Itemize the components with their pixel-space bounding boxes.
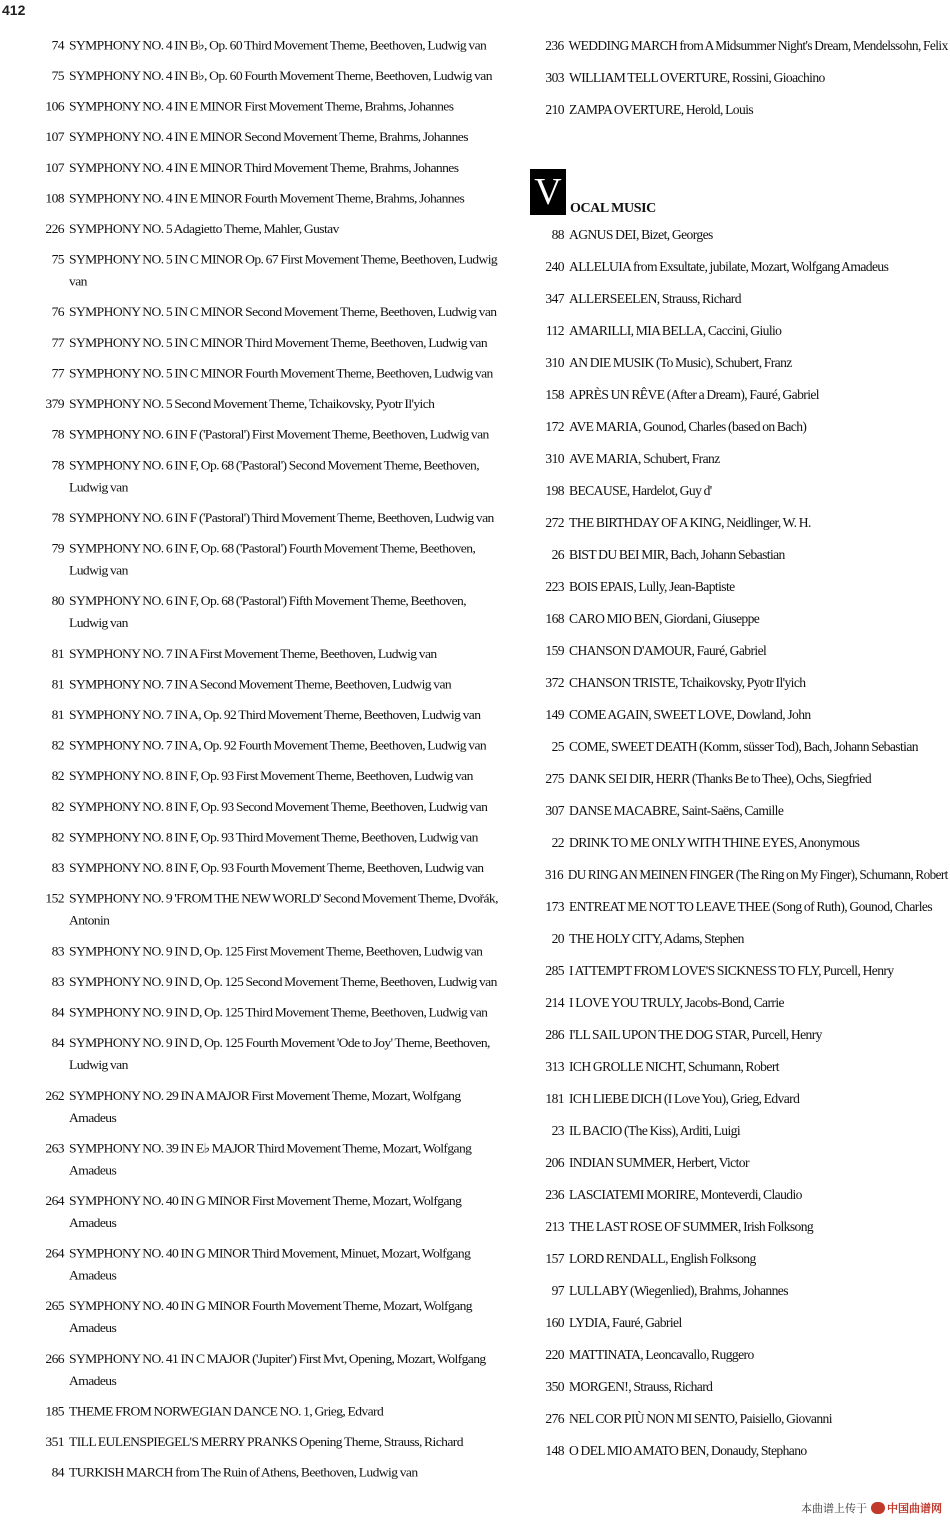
site-logo bbox=[871, 1500, 942, 1516]
index-entry bbox=[530, 607, 948, 630]
index-entry bbox=[30, 126, 500, 148]
index-entry bbox=[530, 287, 948, 310]
page-ref-number: 79 bbox=[51, 541, 64, 556]
entry-title: SYMPHONY NO. 9 IN D, Op. 125 Third Movement Theme, Beethoven, Ludwig van bbox=[69, 1005, 488, 1020]
page-ref-number: 26 bbox=[551, 547, 564, 562]
page-ref-number: 158 bbox=[545, 387, 564, 402]
index-entry bbox=[30, 1295, 500, 1339]
page-ref-number: 214 bbox=[545, 995, 564, 1010]
index-entry bbox=[30, 1032, 500, 1076]
index-entry bbox=[530, 1119, 948, 1142]
page-ref-number: 106 bbox=[45, 99, 64, 114]
entry-title: AMARILLI, MIA BELLA, Caccini, Giulio bbox=[569, 323, 782, 338]
vocal-music-heading bbox=[530, 165, 948, 215]
entry-title: WEDDING MARCH from A Midsummer Night's Dream, Mendelssohn, Felix bbox=[568, 38, 948, 53]
page-ref-number: 173 bbox=[545, 899, 564, 914]
page-ref-number: 83 bbox=[51, 860, 64, 875]
index-entry bbox=[30, 971, 500, 993]
page-ref-number: 78 bbox=[51, 510, 64, 525]
entry-title: DRINK TO ME ONLY WITH THINE EYES, Anonymous bbox=[569, 835, 860, 850]
page-ref-number: 264 bbox=[45, 1193, 64, 1208]
page-ref-number: 206 bbox=[545, 1155, 564, 1170]
index-entry bbox=[30, 940, 500, 962]
entry-title: AVE MARIA, Schubert, Franz bbox=[569, 451, 720, 466]
index-entry bbox=[530, 255, 948, 278]
entry-title: SYMPHONY NO. 39 IN E♭ MAJOR Third Movement Theme, Mozart, Wolfgang Amadeus bbox=[69, 1140, 472, 1178]
entry-title: SYMPHONY NO. 4 IN E MINOR Fourth Movement Theme, Brahms, Johannes bbox=[69, 190, 465, 206]
index-entry bbox=[530, 351, 948, 374]
page-ref-number: 262 bbox=[45, 1088, 64, 1103]
page-ref-number: 198 bbox=[545, 483, 564, 498]
entry-title: O DEL MIO AMATO BEN, Donaudy, Stephano bbox=[569, 1443, 807, 1458]
index-entry bbox=[30, 65, 500, 87]
footer-text: 本曲谱上传于 bbox=[801, 1502, 867, 1515]
page-number: 412 bbox=[2, 2, 26, 18]
index-entry bbox=[30, 454, 500, 498]
index-entry bbox=[30, 734, 500, 756]
entry-title: SYMPHONY NO. 9 IN D, Op. 125 First Movement Theme, Beethoven, Ludwig van bbox=[69, 943, 483, 959]
entry-title: SYMPHONY NO. 4 IN B♭, Op. 60 Third Movement Theme, Beethoven, Ludwig van bbox=[69, 37, 487, 53]
page-ref-number: 240 bbox=[545, 259, 564, 274]
entry-title: SYMPHONY NO. 5 Adagietto Theme, Mahler, Gustav bbox=[69, 221, 339, 236]
index-entry bbox=[530, 479, 948, 502]
entry-title: MORGEN!, Strauss, Richard bbox=[569, 1379, 713, 1394]
index-entry bbox=[530, 575, 948, 598]
entry-title: SYMPHONY NO. 4 IN E MINOR Second Movement Theme, Brahms, Johannes bbox=[69, 129, 468, 145]
index-entry bbox=[530, 895, 948, 918]
entry-title: SYMPHONY NO. 8 IN F, Op. 93 First Movement Theme, Beethoven, Ludwig van bbox=[69, 768, 473, 784]
entry-title: IL BACIO (The Kiss), Arditi, Luigi bbox=[569, 1123, 741, 1138]
entry-title: SYMPHONY NO. 5 IN C MINOR Third Movement Theme, Beethoven, Ludwig van bbox=[69, 335, 488, 350]
index-entry bbox=[30, 1137, 500, 1181]
index-entry bbox=[30, 857, 500, 879]
index-entry bbox=[530, 415, 948, 438]
entry-title: ZAMPA OVERTURE, Herold, Louis bbox=[569, 102, 754, 117]
index-entry bbox=[530, 863, 948, 886]
index-entry bbox=[530, 1311, 948, 1334]
page-ref-number: 22 bbox=[551, 835, 564, 850]
page-ref-number: 185 bbox=[45, 1403, 64, 1419]
page-ref-number: 23 bbox=[551, 1123, 564, 1138]
page-ref-number: 303 bbox=[545, 70, 564, 85]
page-ref-number: 78 bbox=[51, 457, 64, 473]
entry-title: THE LAST ROSE OF SUMMER, Irish Folksong bbox=[569, 1219, 814, 1234]
entry-title: NEL COR PIÙ NON MI SENTO, Paisiello, Giovanni bbox=[569, 1411, 832, 1426]
entry-title: COME, SWEET DEATH (Komm, süsser Tod), Bach, Johann Sebastian bbox=[569, 739, 918, 754]
index-entry bbox=[30, 423, 500, 445]
page-ref-number: 172 bbox=[545, 419, 564, 434]
page-ref-number: 307 bbox=[545, 803, 564, 818]
page-ref-number: 152 bbox=[45, 891, 64, 906]
page-ref-number: 148 bbox=[545, 1443, 564, 1458]
page-ref-number: 112 bbox=[545, 323, 564, 338]
page-ref-number: 82 bbox=[51, 768, 64, 784]
entry-title: APRÈS UN RÊVE (After a Dream), Fauré, Gabriel bbox=[569, 387, 819, 402]
index-entry bbox=[530, 1247, 948, 1270]
index-entry bbox=[530, 66, 948, 89]
index-entry bbox=[530, 1215, 948, 1238]
page-ref-number: 168 bbox=[545, 611, 564, 626]
index-entry bbox=[530, 223, 948, 246]
left-column bbox=[30, 34, 500, 1492]
index-entry bbox=[30, 332, 500, 354]
index-entry bbox=[530, 991, 948, 1014]
page-ref-number: 78 bbox=[51, 427, 64, 442]
page-ref-number: 88 bbox=[551, 227, 564, 242]
entry-title: THE BIRTHDAY OF A KING, Neidlinger, W. H. bbox=[569, 515, 811, 530]
page-ref-number: 379 bbox=[45, 396, 64, 411]
entry-title: SYMPHONY NO. 5 IN C MINOR Op. 67 First Movement Theme, Beethoven, Ludwig van bbox=[69, 252, 498, 289]
entry-title: SYMPHONY NO. 8 IN F, Op. 93 Second Movement Theme, Beethoven, Ludwig van bbox=[69, 799, 488, 814]
index-entry bbox=[530, 639, 948, 662]
entry-title: CHANSON D'AMOUR, Fauré, Gabriel bbox=[569, 643, 767, 658]
entry-title: SYMPHONY NO. 40 IN G MINOR First Movement Theme, Mozart, Wolfgang Amadeus bbox=[69, 1193, 462, 1230]
entry-title: SYMPHONY NO. 4 IN E MINOR Third Movement Theme, Brahms, Johannes bbox=[69, 160, 459, 175]
page-ref-number: 82 bbox=[51, 738, 64, 753]
entry-title: AGNUS DEI, Bizet, Georges bbox=[569, 227, 713, 242]
entry-title: SYMPHONY NO. 7 IN A First Movement Theme, Beethoven, Ludwig van bbox=[69, 646, 437, 661]
page-ref-number: 272 bbox=[545, 515, 564, 530]
entry-title: BIST DU BEI MIR, Bach, Johann Sebastian bbox=[569, 547, 785, 562]
index-entry bbox=[30, 887, 500, 931]
orchestral-index-list-continued bbox=[530, 34, 948, 121]
entry-title: LASCIATEMI MORIRE, Monteverdi, Claudio bbox=[569, 1187, 802, 1202]
page-ref-number: 236 bbox=[545, 1187, 564, 1202]
entry-title: ALLERSEELEN, Strauss, Richard bbox=[569, 291, 741, 306]
page-ref-number: 275 bbox=[545, 771, 564, 786]
index-entry bbox=[530, 34, 948, 57]
page-ref-number: 107 bbox=[45, 160, 64, 175]
index-entry bbox=[530, 1183, 948, 1206]
page-ref-number: 347 bbox=[545, 291, 564, 306]
entry-title: DU RING AN MEINEN FINGER (The Ring on My Finger), Schumann, Robert bbox=[567, 867, 948, 882]
index-entry bbox=[30, 673, 500, 695]
entry-title: SYMPHONY NO. 9 IN D, Op. 125 Fourth Movement 'Ode to Joy' Theme, Beethoven, Ludwig van bbox=[69, 1035, 490, 1073]
entry-title: AVE MARIA, Gounod, Charles (based on Bach) bbox=[569, 419, 807, 434]
index-entry bbox=[30, 34, 500, 56]
section-dropcap: V bbox=[530, 169, 566, 215]
entry-title: ENTREAT ME NOT TO LEAVE THEE (Song of Ruth), Gounod, Charles bbox=[569, 899, 933, 914]
page-ref-number: 82 bbox=[51, 799, 64, 814]
entry-title: TILL EULENSPIEGEL'S MERRY PRANKS Opening Theme, Strauss, Richard bbox=[69, 1434, 463, 1449]
entry-title: I ATTEMPT FROM LOVE'S SICKNESS TO FLY, Purcell, Henry bbox=[569, 963, 894, 978]
index-entry bbox=[30, 301, 500, 323]
index-entry bbox=[30, 393, 500, 415]
entry-title: SYMPHONY NO. 7 IN A, Op. 92 Fourth Movement Theme, Beethoven, Ludwig van bbox=[69, 738, 487, 753]
entry-title: SYMPHONY NO. 8 IN F, Op. 93 Fourth Movement Theme, Beethoven, Ludwig van bbox=[69, 860, 484, 875]
index-entry bbox=[30, 537, 500, 581]
page-ref-number: 286 bbox=[545, 1027, 564, 1042]
page-ref-number: 77 bbox=[51, 335, 64, 350]
index-entry bbox=[530, 767, 948, 790]
index-entry bbox=[30, 187, 500, 209]
page-ref-number: 75 bbox=[51, 68, 64, 83]
entry-title: SYMPHONY NO. 6 IN F, Op. 68 ('Pastoral') Fourth Movement Theme, Beethoven, Ludwig van bbox=[69, 541, 476, 578]
index-entry bbox=[30, 642, 500, 664]
index-entry bbox=[30, 1084, 500, 1128]
page-ref-number: 220 bbox=[545, 1347, 564, 1362]
page-ref-number: 316 bbox=[544, 867, 563, 882]
index-entry bbox=[30, 590, 500, 634]
entry-title: SYMPHONY NO. 6 IN F ('Pastoral') Third Movement Theme, Beethoven, Ludwig van bbox=[69, 510, 494, 525]
page-ref-number: 80 bbox=[51, 593, 64, 609]
index-entry bbox=[530, 319, 948, 342]
entry-title: DANSE MACABRE, Saint-Saëns, Camille bbox=[569, 803, 784, 818]
page-ref-number: 265 bbox=[45, 1298, 64, 1314]
entry-title: SYMPHONY NO. 9 'FROM THE NEW WORLD' Second Movement Theme, Dvořák, Antonin bbox=[69, 891, 498, 928]
index-entry bbox=[530, 1439, 948, 1462]
symphony-index-list bbox=[30, 34, 500, 1483]
index-entry bbox=[30, 826, 500, 848]
page-ref-number: 81 bbox=[51, 676, 64, 692]
page-ref-number: 75 bbox=[51, 252, 64, 267]
page-ref-number: 210 bbox=[545, 102, 564, 117]
index-entry bbox=[530, 1151, 948, 1174]
index-entry bbox=[530, 959, 948, 982]
page-ref-number: 310 bbox=[545, 355, 564, 370]
page-ref-number: 20 bbox=[551, 931, 564, 946]
page-ref-number: 77 bbox=[51, 365, 64, 381]
page-ref-number: 313 bbox=[545, 1059, 564, 1074]
entry-title: I'LL SAIL UPON THE DOG STAR, Purcell, Henry bbox=[569, 1027, 822, 1042]
page-ref-number: 372 bbox=[545, 675, 564, 690]
index-entry bbox=[30, 156, 500, 178]
entry-title: MATTINATA, Leoncavallo, Ruggero bbox=[569, 1347, 754, 1362]
index-entry bbox=[530, 1407, 948, 1430]
index-entry bbox=[530, 1087, 948, 1110]
entry-title: LORD RENDALL, English Folksong bbox=[569, 1251, 756, 1266]
entry-title: SYMPHONY NO. 40 IN G MINOR Third Movement, Minuet, Mozart, Wolfgang Amadeus bbox=[69, 1246, 471, 1283]
entry-title: SYMPHONY NO. 4 IN B♭, Op. 60 Fourth Movement Theme, Beethoven, Ludwig van bbox=[69, 68, 492, 83]
index-entry bbox=[30, 1431, 500, 1453]
page-ref-number: 266 bbox=[45, 1351, 64, 1366]
index-entry bbox=[30, 507, 500, 529]
entry-title: SYMPHONY NO. 4 IN E MINOR First Movement Theme, Brahms, Johannes bbox=[69, 99, 454, 114]
logo-text: 中国曲谱网 bbox=[887, 1502, 942, 1515]
entry-title: BOIS EPAIS, Lully, Jean-Baptiste bbox=[569, 579, 735, 594]
page-ref-number: 76 bbox=[51, 304, 64, 320]
page-ref-number: 108 bbox=[45, 190, 64, 206]
index-entry bbox=[530, 671, 948, 694]
index-entry bbox=[530, 831, 948, 854]
entry-title: SYMPHONY NO. 6 IN F, Op. 68 ('Pastoral') Fifth Movement Theme, Beethoven, Ludwig van bbox=[69, 593, 467, 631]
entry-title: SYMPHONY NO. 7 IN A, Op. 92 Third Movement Theme, Beethoven, Ludwig van bbox=[69, 707, 481, 722]
index-entry bbox=[530, 1055, 948, 1078]
entry-title: WILLIAM TELL OVERTURE, Rossini, Gioachino bbox=[569, 70, 825, 85]
index-entry bbox=[530, 703, 948, 726]
entry-title: SYMPHONY NO. 40 IN G MINOR Fourth Movement Theme, Mozart, Wolfgang Amadeus bbox=[69, 1298, 472, 1336]
entry-title: ICH LIEBE DICH (I Love You), Grieg, Edvard bbox=[569, 1091, 800, 1106]
index-entry bbox=[30, 704, 500, 726]
index-entry bbox=[30, 95, 500, 117]
index-entry bbox=[530, 1279, 948, 1302]
page-ref-number: 74 bbox=[51, 37, 64, 53]
entry-title: ICH GROLLE NICHT, Schumann, Robert bbox=[569, 1059, 779, 1074]
entry-title: CARO MIO BEN, Giordani, Giuseppe bbox=[569, 611, 760, 626]
page-ref-number: 350 bbox=[545, 1379, 564, 1394]
index-entry bbox=[530, 383, 948, 406]
page-ref-number: 157 bbox=[545, 1251, 564, 1266]
right-column bbox=[530, 34, 948, 1471]
index-entry bbox=[30, 248, 500, 292]
index-entry bbox=[530, 447, 948, 470]
entry-title: DANK SEI DIR, HERR (Thanks Be to Thee), Ochs, Siegfried bbox=[569, 771, 872, 786]
index-entry bbox=[530, 543, 948, 566]
entry-title: SYMPHONY NO. 8 IN F, Op. 93 Third Movement Theme, Beethoven, Ludwig van bbox=[69, 829, 478, 845]
index-entry bbox=[530, 735, 948, 758]
entry-title: INDIAN SUMMER, Herbert, Victor bbox=[569, 1155, 749, 1170]
entry-title: COME AGAIN, SWEET LOVE, Dowland, John bbox=[569, 707, 811, 722]
page-ref-number: 81 bbox=[51, 707, 64, 722]
page-ref-number: 107 bbox=[45, 129, 64, 145]
page-ref-number: 159 bbox=[545, 643, 564, 658]
section-title: OCAL MUSIC bbox=[570, 201, 656, 216]
entry-title: SYMPHONY NO. 29 IN A MAJOR First Movement Theme, Mozart, Wolfgang Amadeus bbox=[69, 1088, 461, 1125]
page-ref-number: 149 bbox=[545, 707, 564, 722]
page-ref-number: 181 bbox=[545, 1091, 564, 1106]
index-entry bbox=[30, 765, 500, 787]
page-ref-number: 236 bbox=[545, 38, 564, 53]
index-entry bbox=[530, 511, 948, 534]
entry-title: SYMPHONY NO. 5 IN C MINOR Fourth Movement Theme, Beethoven, Ludwig van bbox=[69, 365, 493, 381]
entry-title: ALLELUIA from Exsultate, jubilate, Mozart, Wolfgang Amadeus bbox=[569, 259, 889, 274]
page-ref-number: 223 bbox=[545, 579, 564, 594]
entry-title: LYDIA, Fauré, Gabriel bbox=[569, 1315, 682, 1330]
entry-title: THEME FROM NORWEGIAN DANCE NO. 1, Grieg, Edvard bbox=[69, 1403, 384, 1419]
page-ref-number: 84 bbox=[51, 1035, 64, 1051]
entry-title: THE HOLY CITY, Adams, Stephen bbox=[569, 931, 744, 946]
index-entry bbox=[30, 796, 500, 818]
page-ref-number: 351 bbox=[45, 1434, 64, 1449]
index-entry bbox=[530, 1023, 948, 1046]
page-ref-number: 83 bbox=[51, 943, 64, 959]
page-ref-number: 81 bbox=[51, 646, 64, 661]
page-ref-number: 83 bbox=[51, 974, 64, 989]
index-entry bbox=[30, 1348, 500, 1392]
entry-title: SYMPHONY NO. 7 IN A Second Movement Theme, Beethoven, Ludwig van bbox=[69, 676, 452, 692]
index-entry bbox=[530, 799, 948, 822]
entry-title: SYMPHONY NO. 41 IN C MAJOR ('Jupiter') First Mvt, Opening, Mozart, Wolfgang Amadeus bbox=[69, 1351, 486, 1388]
index-entry bbox=[530, 927, 948, 950]
entry-title: SYMPHONY NO. 5 Second Movement Theme, Tchaikovsky, Pyotr Il'yich bbox=[69, 396, 435, 411]
page-ref-number: 25 bbox=[551, 739, 564, 754]
index-entry bbox=[530, 1343, 948, 1366]
index-entry bbox=[30, 1400, 500, 1422]
page-ref-number: 97 bbox=[551, 1283, 564, 1298]
entry-title: AN DIE MUSIK (To Music), Schubert, Franz bbox=[569, 355, 792, 370]
index-entry bbox=[30, 1461, 500, 1483]
index-entry bbox=[30, 1190, 500, 1234]
entry-title: LULLABY (Wiegenlied), Brahms, Johannes bbox=[569, 1283, 788, 1298]
page-ref-number: 310 bbox=[545, 451, 564, 466]
page-ref-number: 226 bbox=[45, 221, 64, 236]
page-ref-number: 82 bbox=[51, 829, 64, 845]
page-ref-number: 264 bbox=[45, 1246, 64, 1261]
index-entry bbox=[30, 218, 500, 240]
vocal-music-index-list bbox=[530, 223, 948, 1462]
entry-title: SYMPHONY NO. 5 IN C MINOR Second Movement Theme, Beethoven, Ludwig van bbox=[69, 304, 497, 320]
page-ref-number: 84 bbox=[51, 1005, 64, 1020]
entry-title: I LOVE YOU TRULY, Jacobs-Bond, Carrie bbox=[569, 995, 784, 1010]
index-entry bbox=[530, 1375, 948, 1398]
index-entry bbox=[530, 98, 948, 121]
page-ref-number: 285 bbox=[545, 963, 564, 978]
footer-watermark bbox=[801, 1500, 942, 1516]
logo-icon bbox=[871, 1502, 885, 1514]
index-entry bbox=[30, 1242, 500, 1286]
entry-title: CHANSON TRISTE, Tchaikovsky, Pyotr Il'yich bbox=[569, 675, 806, 690]
index-entry bbox=[30, 362, 500, 384]
index-entry bbox=[30, 1001, 500, 1023]
entry-title: TURKISH MARCH from The Ruin of Athens, Beethoven, Ludwig van bbox=[69, 1465, 418, 1480]
entry-title: SYMPHONY NO. 6 IN F ('Pastoral') First Movement Theme, Beethoven, Ludwig van bbox=[69, 427, 489, 442]
entry-title: SYMPHONY NO. 9 IN D, Op. 125 Second Movement Theme, Beethoven, Ludwig van bbox=[69, 974, 497, 989]
page-ref-number: 84 bbox=[51, 1465, 64, 1480]
entry-title: BECAUSE, Hardelot, Guy d' bbox=[569, 483, 712, 498]
page-ref-number: 263 bbox=[45, 1140, 64, 1156]
page-ref-number: 276 bbox=[545, 1411, 564, 1426]
page-ref-number: 213 bbox=[545, 1219, 564, 1234]
entry-title: SYMPHONY NO. 6 IN F, Op. 68 ('Pastoral') Second Movement Theme, Beethoven, Ludwig van bbox=[69, 457, 480, 495]
page-ref-number: 160 bbox=[545, 1315, 564, 1330]
